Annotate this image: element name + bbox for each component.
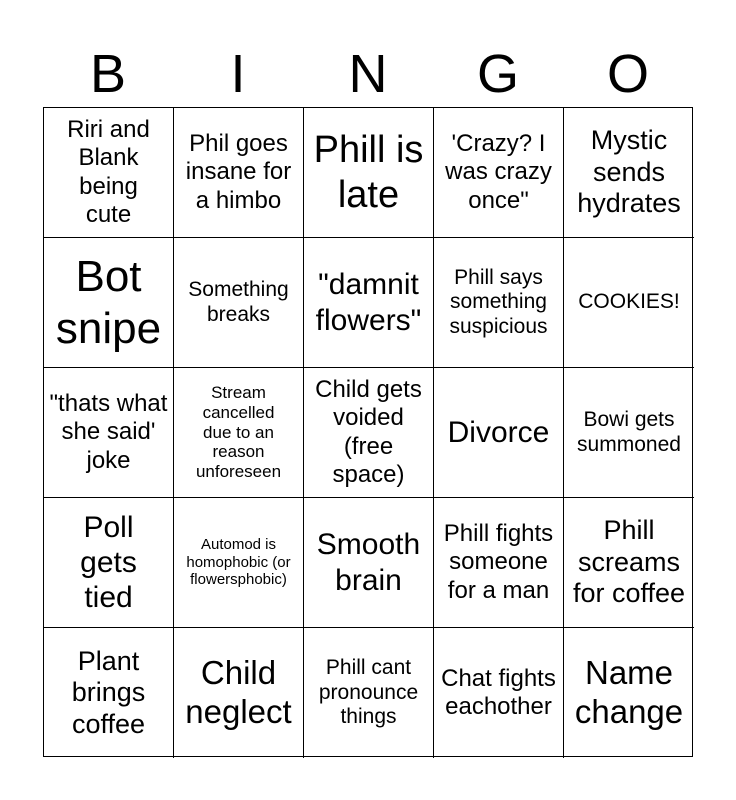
bingo-cell[interactable]: [304, 498, 434, 628]
header-letter-n: N: [348, 44, 388, 104]
bingo-grid: [43, 107, 693, 757]
cell-text: Bot snipe: [55, 252, 162, 353]
bingo-cell[interactable]: [174, 238, 304, 368]
bingo-cell[interactable]: [434, 238, 564, 368]
bingo-cell[interactable]: [564, 498, 694, 628]
bingo-cell[interactable]: [44, 368, 174, 498]
cell-text: Bowi gets summoned: [577, 407, 681, 456]
bingo-cell[interactable]: [304, 108, 434, 238]
bingo-cell[interactable]: [174, 628, 304, 758]
bingo-cell[interactable]: [434, 628, 564, 758]
cell-text: 'Crazy? I was crazy once": [445, 130, 552, 214]
bingo-cell[interactable]: [44, 238, 174, 368]
bingo-cell[interactable]: [304, 628, 434, 758]
bingo-cell[interactable]: [434, 108, 564, 238]
header-letter-g: G: [476, 44, 519, 104]
header-letter-o: O: [606, 44, 649, 104]
bingo-cell[interactable]: [44, 628, 174, 758]
cell-text: Smooth brain: [316, 528, 421, 597]
cell-text: Phill says something suspicious: [449, 265, 548, 338]
cell-text: Phill cant pronounce things: [318, 656, 419, 729]
bingo-cell[interactable]: [174, 368, 304, 498]
bingo-cell[interactable]: [174, 498, 304, 628]
cell-text: Plant brings coffee: [71, 645, 146, 739]
cell-text: Mystic sends hydrates: [577, 125, 681, 219]
cell-text: Name change: [574, 654, 684, 730]
cell-text: Chat fights eachother: [441, 664, 556, 720]
cell-text: Riri and Blank being cute: [67, 116, 150, 228]
bingo-cell[interactable]: [564, 368, 694, 498]
cell-text: Phill is late: [313, 129, 424, 216]
cell-text: Phill screams for coffee: [572, 515, 686, 609]
cell-text: Child gets voided (free space): [315, 376, 422, 488]
cell-text: Poll gets tied: [80, 510, 137, 615]
header-letter-b: B: [89, 44, 127, 104]
bingo-header: [43, 40, 693, 108]
bingo-cell[interactable]: [564, 238, 694, 368]
cell-text: "thats what she said' joke: [49, 390, 168, 474]
cell-text: Something breaks: [188, 277, 289, 326]
bingo-cell[interactable]: [434, 368, 564, 498]
cell-text: Phil goes insane for a himbo: [185, 130, 292, 214]
bingo-cell[interactable]: [174, 108, 304, 238]
bingo-cell[interactable]: [434, 498, 564, 628]
cell-text: Child neglect: [185, 654, 292, 730]
bingo-cell[interactable]: [564, 628, 694, 758]
bingo-cell[interactable]: [304, 368, 434, 498]
cell-text: Phill fights someone for a man: [443, 520, 554, 604]
cell-text: Stream cancelled due to an reason unforeseen: [195, 382, 282, 482]
cell-text: "damnit flowers": [315, 268, 422, 337]
cell-text: COOKIES!: [578, 290, 680, 314]
bingo-cell[interactable]: [564, 108, 694, 238]
cell-text: Automod is homophobic (or flowersphobic): [186, 536, 291, 589]
cell-text: Divorce: [447, 415, 550, 449]
header-letter-i: I: [230, 44, 246, 104]
bingo-cell[interactable]: [44, 108, 174, 238]
bingo-cell[interactable]: [304, 238, 434, 368]
bingo-cell[interactable]: [44, 498, 174, 628]
